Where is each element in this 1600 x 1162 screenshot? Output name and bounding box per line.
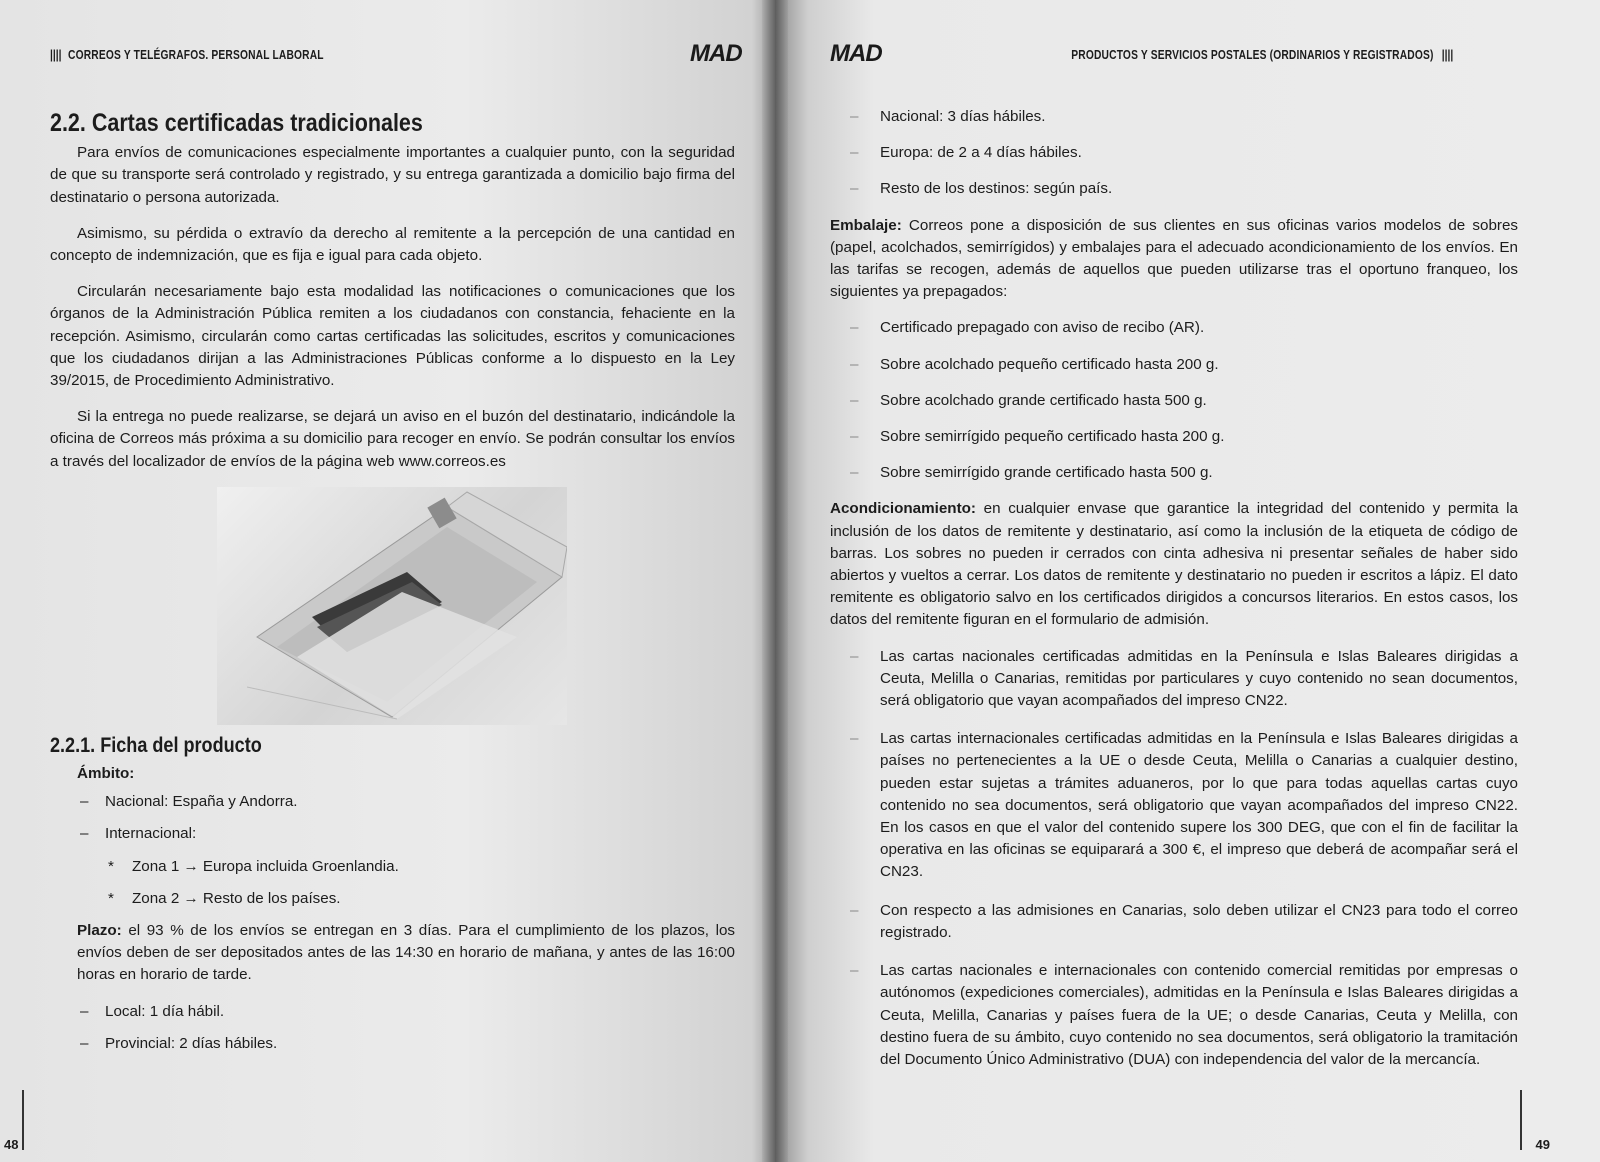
list-item: – Certificado prepagado con aviso de recibo (AR). <box>830 317 1518 339</box>
embalaje-text: Correos pone a disposición de sus clientes en sus oficinas varios modelos de sobres (papel, acolchados, semirrígidos) y embalajes para el adecuado acondicionamiento de los envíos. En las tarifas se recogen, además de aquellos que pueden utilizarse tras el oportuno franqueo, los siguientes ya prepagados: <box>830 216 1518 301</box>
ambito-label: Ámbito: <box>77 765 135 783</box>
list-item: – Las cartas nacionales certificadas admitidas en la Península e Islas Baleares dirigidas a Ceuta, Melilla o Canarias, remitidas por particulares y cuyo contenido no sean documentos, será obligatorio que vayan acompañados del impreso CN22. <box>830 646 1518 713</box>
list-item: – Las cartas internacionales certificadas admitidas en la Península e Islas Baleares dirigidas a países no pertenecientes a la UE o desde Ceuta, Melilla o Canarias a cualquier destino, pueden estar sujetas a trámites aduaneros, por lo que para todas aquellas cartas cuyo contenido no sea documentos, será obligatorio que vayan acompañados del impreso CN22. En los casos en que el valor del contenido supere los 300 DEG, que con el fin de facilitar la operativa en las oficinas se equiparará a 300 €, el impreso que deberá de acompañar será el CN23. <box>830 728 1518 883</box>
header-title: PRODUCTOS Y SERVICIOS POSTALES (ORDINARIOS Y REGISTRADOS) <box>1071 48 1434 62</box>
section-title: 2.2. Cartas certificadas tradicionales <box>50 109 423 137</box>
padded-envelope-photo <box>217 487 567 725</box>
list-item: – Local: 1 día hábil. <box>50 1001 735 1023</box>
list-item: * Zona 2 → Resto de los países. <box>50 888 735 910</box>
plazo-label: Plazo: <box>77 922 122 940</box>
page-edge-mark <box>22 1090 24 1150</box>
right-content <box>830 106 1518 1087</box>
plazo-paragraph <box>77 920 735 987</box>
header-bars: |||| <box>50 48 62 62</box>
running-header-left <box>50 48 324 62</box>
publisher-logo: MAD <box>830 40 882 67</box>
prepaid-list <box>830 317 1518 484</box>
list-item: * Zona 1 → Europa incluida Groenlandia. <box>50 856 735 878</box>
publisher-logo: MAD <box>690 40 742 67</box>
acondicionamiento-paragraph <box>830 498 1518 631</box>
paragraph: Para envíos de comunicaciones especialmente importantes a cualquier punto, con la seguridad de que su transporte será controlado y registrado, y su entrega garantizada a domicilio bajo firma del destinatario o persona autorizada. <box>50 144 735 206</box>
page-number: 49 <box>1535 1137 1550 1152</box>
plazo-continued-list <box>830 106 1518 201</box>
embalaje-label: Embalaje: <box>830 216 902 234</box>
envelope-illustration <box>217 487 567 725</box>
list-item: – Sobre acolchado pequeño certificado hasta 200 g. <box>830 354 1518 376</box>
list-item: – Europa: de 2 a 4 días hábiles. <box>830 142 1518 164</box>
left-page <box>0 0 775 1162</box>
list-item: – Resto de los destinos: según país. <box>830 178 1518 200</box>
ambito-list <box>50 791 735 845</box>
right-page <box>775 0 1600 1162</box>
subsection-title: 2.2.1. Ficha del producto <box>50 733 262 757</box>
customs-list <box>830 646 1518 1071</box>
acondicionamiento-text: en cualquier envase que garantice la integridad del contenido y permita la inclusión de los datos de remitente y destinatario, así como la inclusión de la etiqueta de código de barras. Los sobres no pueden ir cerrados con cinta adhesiva ni presentar señales de haber sido abiertos y vueltos a cerrar. Los datos de remitente y destinatario no pueden ir escritos a lápiz. El dato remitente es obligatorio salvo en los certificados dirigidos a concursos literarios. En estos casos, los datos del remitente figuran en el formulario de admisión. <box>830 500 1518 629</box>
plazo-text: el 93 % de los envíos se entregan en 3 días. Para el cumplimiento de los plazos, los envíos deben de ser depositados antes de las 14:30 en horario de mañana, y antes de las 16:00 horas en horario de tarde. <box>77 922 735 984</box>
list-item: – Con respecto a las admisiones en Canarias, solo deben utilizar el CN23 para todo el correo registrado. <box>830 900 1518 944</box>
page-edge-mark <box>1520 1090 1522 1150</box>
embalaje-paragraph <box>830 215 1518 304</box>
list-item: – Provincial: 2 días hábiles. <box>50 1033 735 1055</box>
list-item: – Sobre semirrígido grande certificado hasta 500 g. <box>830 462 1518 484</box>
left-content <box>50 109 735 1065</box>
zone-list <box>50 856 735 910</box>
paragraph: Asimismo, su pérdida o extravío da derecho al remitente a la percepción de una cantidad en concepto de indemnización, que es fija e igual para cada objeto. <box>50 224 735 265</box>
list-item: – Las cartas nacionales e internacionales con contenido comercial remitidas por empresas o autónomos (expediciones comerciales), admitidas en la Península e Islas Baleares dirigidas a Ceuta, Melilla, Canarias y países fuera de la UE; o desde Canarias, Ceuta y Melilla, con destino fuera de su ámbito, cuyo contenido no sea documentos, será obligatorio la tramitación del Documento Único Administrativo (DUA) con independencia del valor de la mercancía. <box>830 960 1518 1071</box>
list-item: – Internacional: <box>50 823 735 845</box>
paragraph: Si la entrega no puede realizarse, se dejará un aviso en el buzón del destinatario, indicándole la oficina de Correos más próxima a su domicilio para recoger en envío. Se podrán consultar los envíos a través del localizador de envíos de la página web www.correos.es <box>50 408 735 470</box>
page-number: 48 <box>4 1137 19 1152</box>
header-bars: |||| <box>1441 48 1454 62</box>
plazo-list <box>50 1001 735 1055</box>
acondicionamiento-label: Acondicionamiento: <box>830 500 976 518</box>
list-item: – Nacional: España y Andorra. <box>50 791 735 813</box>
list-item: – Nacional: 3 días hábiles. <box>830 106 1518 128</box>
header-title: CORREOS Y TELÉGRAFOS. PERSONAL LABORAL <box>68 48 324 62</box>
list-item: – Sobre acolchado grande certificado hasta 500 g. <box>830 390 1518 412</box>
book-gutter <box>762 0 788 1162</box>
list-item: – Sobre semirrígido pequeño certificado hasta 200 g. <box>830 426 1518 448</box>
paragraph: Circularán necesariamente bajo esta modalidad las notificaciones o comunicaciones que los órganos de la Administración Pública remiten a los ciudadanos con constancia, fehaciente en la recepción. Asimismo, circularán como cartas certificadas las solicitudes, escritos y comunicaciones que los ciudadanos dirijan a las Administraciones Públicas conforme a lo dispuesto en la Ley 39/2015, de Procedimiento Administrativo. <box>50 283 735 390</box>
running-header-right <box>1071 48 1460 62</box>
